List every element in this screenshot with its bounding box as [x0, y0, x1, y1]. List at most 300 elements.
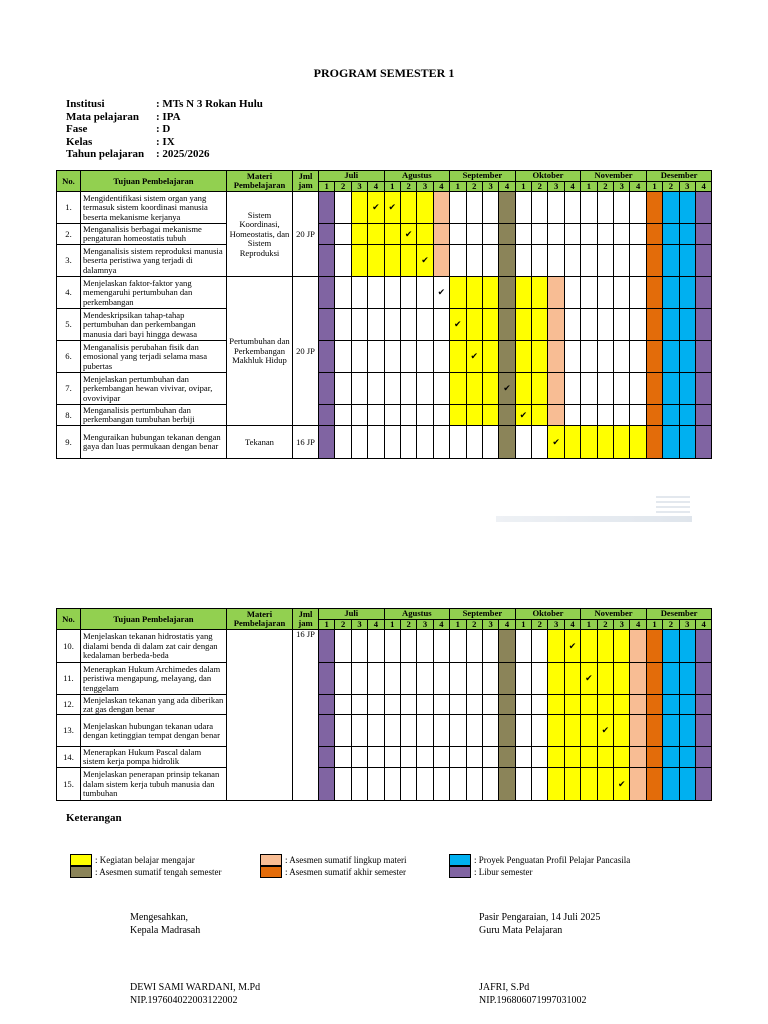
table-row	[57, 309, 712, 341]
week-cell	[335, 663, 351, 695]
week-cell	[368, 630, 384, 663]
week-header: 4	[368, 182, 384, 192]
week-cell	[335, 309, 351, 341]
week-header: 1	[646, 620, 662, 630]
week-cell	[335, 341, 351, 373]
week-cell	[450, 277, 466, 309]
week-cell	[532, 663, 548, 695]
info-value: : MTs N 3 Rokan Hulu	[156, 98, 263, 110]
week-cell	[646, 341, 662, 373]
week-cell	[466, 715, 482, 747]
week-cell	[695, 768, 711, 801]
legend-swatch	[449, 866, 471, 878]
legend-label: : Asesmen sumatif akhir semester	[285, 867, 406, 877]
week-cell	[614, 747, 630, 768]
check-mark: ✔	[597, 715, 613, 747]
watermark-footer	[496, 516, 692, 522]
col-header-materi: Materi Pembelajaran	[227, 171, 293, 192]
week-cell	[515, 277, 531, 309]
legend-label: : Proyek Penguatan Profil Pelajar Pancasila	[474, 855, 631, 865]
check-mark: ✔	[450, 309, 466, 341]
week-cell	[581, 192, 597, 224]
week-cell	[400, 245, 416, 277]
row-number: 8.	[57, 405, 81, 426]
week-cell	[335, 715, 351, 747]
week-cell	[482, 224, 498, 245]
week-cell	[466, 373, 482, 405]
week-cell	[646, 245, 662, 277]
week-header: 4	[499, 620, 515, 630]
week-cell	[319, 341, 335, 373]
week-cell	[499, 695, 515, 715]
week-cell	[630, 224, 646, 245]
week-cell	[548, 341, 564, 373]
info-value: : IPA	[156, 110, 181, 123]
week-cell	[581, 747, 597, 768]
week-cell	[499, 426, 515, 459]
table-row	[57, 630, 712, 663]
week-cell	[679, 245, 695, 277]
week-cell	[564, 192, 580, 224]
week-header: 2	[597, 182, 613, 192]
week-cell	[614, 405, 630, 426]
week-cell	[515, 715, 531, 747]
week-cell	[400, 426, 416, 459]
week-cell	[581, 695, 597, 715]
week-cell	[663, 224, 679, 245]
legend-swatch	[449, 854, 471, 866]
week-cell	[466, 277, 482, 309]
week-cell	[417, 405, 433, 426]
col-header-tp: Tujuan Pembelajaran	[81, 171, 227, 192]
week-cell	[368, 695, 384, 715]
week-cell	[532, 341, 548, 373]
week-cell	[581, 341, 597, 373]
week-cell	[433, 768, 449, 801]
week-cell	[384, 630, 400, 663]
semester-table-1	[56, 170, 712, 459]
week-cell	[646, 224, 662, 245]
signature-right	[479, 912, 600, 1007]
week-cell	[548, 747, 564, 768]
week-cell	[499, 715, 515, 747]
table-row	[57, 768, 712, 801]
week-cell	[614, 192, 630, 224]
week-cell	[499, 245, 515, 277]
week-cell	[564, 373, 580, 405]
week-header: 1	[515, 620, 531, 630]
week-cell	[581, 277, 597, 309]
week-cell	[400, 715, 416, 747]
week-cell	[630, 373, 646, 405]
week-cell	[532, 768, 548, 801]
row-number: 15.	[57, 768, 81, 801]
tujuan-text: Mendeskripsikan tahap-tahap pertumbuhan dan perkembangan manusia dari bayi hingga dewasa	[81, 309, 227, 341]
week-header: 4	[630, 620, 646, 630]
week-cell	[417, 309, 433, 341]
check-mark: ✔	[384, 192, 400, 224]
week-cell	[614, 341, 630, 373]
week-cell	[630, 715, 646, 747]
week-header: 2	[597, 620, 613, 630]
week-cell	[548, 663, 564, 695]
week-cell	[564, 695, 580, 715]
week-cell	[646, 309, 662, 341]
week-cell	[695, 309, 711, 341]
tujuan-text: Mengidentifikasi sistem organ yang termasuk sistem koordinasi manusia beserta mekanisme kerjanya	[81, 192, 227, 224]
week-cell	[663, 715, 679, 747]
week-cell	[630, 192, 646, 224]
week-cell	[450, 426, 466, 459]
week-cell	[597, 192, 613, 224]
week-cell	[384, 426, 400, 459]
week-cell	[417, 663, 433, 695]
week-cell	[663, 277, 679, 309]
week-header: 4	[499, 182, 515, 192]
week-cell	[466, 245, 482, 277]
table-row	[57, 405, 712, 426]
week-cell	[581, 715, 597, 747]
week-header: 2	[335, 182, 351, 192]
week-cell	[695, 695, 711, 715]
check-mark: ✔	[368, 192, 384, 224]
week-cell	[335, 747, 351, 768]
table-row	[57, 695, 712, 715]
week-cell	[450, 224, 466, 245]
week-header: 1	[515, 182, 531, 192]
week-cell	[335, 630, 351, 663]
week-cell	[433, 373, 449, 405]
week-cell	[532, 309, 548, 341]
week-cell	[515, 192, 531, 224]
week-cell	[532, 277, 548, 309]
sig-line: Guru Mata Pelajaran	[479, 924, 563, 936]
week-cell	[482, 663, 498, 695]
week-cell	[597, 224, 613, 245]
week-cell	[564, 341, 580, 373]
table-row	[57, 277, 712, 309]
week-cell	[482, 747, 498, 768]
legend-label: : Asesmen sumatif tengah semester	[95, 867, 222, 877]
week-cell	[532, 715, 548, 747]
week-header: 2	[335, 620, 351, 630]
table-row	[57, 373, 712, 405]
tujuan-text: Menguraikan hubungan tekanan dengan gaya dan luas permukaan dengan benar	[81, 426, 227, 459]
tujuan-text: Menjelaskan pertumbuhan dan perkembangan hewan vivivar, ovipar, ovovivipar	[81, 373, 227, 405]
info-label: Fase	[66, 123, 88, 136]
week-cell	[515, 373, 531, 405]
week-cell	[695, 341, 711, 373]
week-cell	[499, 405, 515, 426]
legend-swatch	[260, 866, 282, 878]
week-cell	[466, 768, 482, 801]
week-cell	[630, 277, 646, 309]
week-cell	[597, 405, 613, 426]
week-cell	[532, 747, 548, 768]
legend-swatch	[70, 866, 92, 878]
week-cell	[335, 192, 351, 224]
week-cell	[663, 341, 679, 373]
week-cell	[368, 224, 384, 245]
week-cell	[417, 373, 433, 405]
week-header: 1	[646, 182, 662, 192]
week-header: 3	[548, 620, 564, 630]
week-cell	[597, 747, 613, 768]
week-cell	[384, 224, 400, 245]
week-cell	[564, 426, 580, 459]
legend-swatch	[70, 854, 92, 866]
week-header: 4	[695, 182, 711, 192]
jml-cell: 20 JP	[293, 277, 319, 426]
week-cell	[351, 277, 367, 309]
week-cell	[351, 405, 367, 426]
week-cell	[368, 747, 384, 768]
week-cell	[646, 277, 662, 309]
week-cell	[400, 695, 416, 715]
week-cell	[384, 277, 400, 309]
tujuan-text: Menganalisis pertumbuhan dan perkembangan tumbuhan berbiji	[81, 405, 227, 426]
week-cell	[319, 192, 335, 224]
week-cell	[515, 309, 531, 341]
week-cell	[319, 277, 335, 309]
week-header: 2	[532, 182, 548, 192]
week-cell	[695, 715, 711, 747]
week-header: 1	[450, 620, 466, 630]
week-cell	[646, 426, 662, 459]
month-header: Juli	[319, 171, 385, 182]
month-header: November	[581, 171, 647, 182]
week-cell	[384, 768, 400, 801]
row-number: 3.	[57, 245, 81, 277]
page-title: PROGRAM SEMESTER 1	[313, 66, 455, 80]
week-cell	[597, 245, 613, 277]
sig-line: Mengesahkan,	[130, 912, 189, 923]
week-cell	[482, 373, 498, 405]
semester-table-2	[56, 608, 712, 801]
week-cell	[548, 309, 564, 341]
week-cell	[319, 245, 335, 277]
week-cell	[450, 405, 466, 426]
week-cell	[417, 630, 433, 663]
week-header: 3	[417, 182, 433, 192]
week-cell	[433, 715, 449, 747]
tujuan-text: Menganalisis perubahan fisik dan emosional yang terjadi selama masa pubertas	[81, 341, 227, 373]
week-cell	[319, 715, 335, 747]
week-cell	[515, 747, 531, 768]
week-cell	[532, 695, 548, 715]
week-cell	[679, 426, 695, 459]
week-cell	[564, 277, 580, 309]
week-cell	[564, 715, 580, 747]
week-cell	[319, 695, 335, 715]
week-cell	[368, 768, 384, 801]
week-cell	[351, 426, 367, 459]
check-mark: ✔	[564, 630, 580, 663]
week-cell	[564, 224, 580, 245]
week-cell	[450, 373, 466, 405]
week-cell	[695, 663, 711, 695]
sig-name: DEWI SAMI WARDANI, M.Pd	[130, 982, 261, 993]
week-cell	[417, 224, 433, 245]
week-cell	[581, 245, 597, 277]
month-header: September	[450, 171, 516, 182]
week-cell	[630, 245, 646, 277]
week-cell	[384, 341, 400, 373]
week-cell	[400, 341, 416, 373]
row-number: 5.	[57, 309, 81, 341]
week-cell	[482, 405, 498, 426]
week-cell	[417, 715, 433, 747]
table-row	[57, 715, 712, 747]
week-cell	[630, 768, 646, 801]
week-cell	[433, 663, 449, 695]
week-cell	[581, 768, 597, 801]
week-header: 1	[319, 182, 335, 192]
week-header: 3	[482, 620, 498, 630]
week-cell	[400, 663, 416, 695]
week-cell	[597, 695, 613, 715]
week-cell	[515, 341, 531, 373]
week-cell	[663, 630, 679, 663]
week-cell	[679, 663, 695, 695]
week-cell	[548, 245, 564, 277]
week-cell	[335, 695, 351, 715]
week-header: 1	[450, 182, 466, 192]
week-cell	[532, 405, 548, 426]
week-cell	[532, 630, 548, 663]
week-cell	[564, 309, 580, 341]
tujuan-text: Menerapkan Hukum Pascal dalam sistem kerja pompa hidrolik	[81, 747, 227, 768]
week-cell	[466, 630, 482, 663]
week-cell	[532, 224, 548, 245]
week-cell	[695, 747, 711, 768]
week-cell	[482, 768, 498, 801]
week-cell	[450, 695, 466, 715]
week-cell	[614, 373, 630, 405]
week-cell	[433, 309, 449, 341]
week-cell	[646, 695, 662, 715]
table-row	[57, 426, 712, 459]
week-cell	[548, 630, 564, 663]
legend-item	[260, 866, 406, 878]
week-cell	[335, 245, 351, 277]
week-cell	[466, 405, 482, 426]
week-cell	[646, 768, 662, 801]
week-cell	[564, 768, 580, 801]
week-header: 4	[368, 620, 384, 630]
week-header: 2	[466, 620, 482, 630]
sig-nip: NIP.196806071997031002	[479, 994, 587, 1006]
tujuan-text: Menjelaskan tekanan yang ada diberikan zat gas dengan benar	[81, 695, 227, 715]
week-cell	[482, 630, 498, 663]
week-cell	[614, 663, 630, 695]
sig-line: Kepala Madrasah	[130, 924, 201, 936]
week-cell	[499, 747, 515, 768]
info-value: : IX	[156, 135, 175, 148]
week-cell	[384, 663, 400, 695]
week-cell	[515, 426, 531, 459]
week-cell	[581, 309, 597, 341]
check-mark: ✔	[515, 405, 531, 426]
week-cell	[581, 224, 597, 245]
row-number: 7.	[57, 373, 81, 405]
month-header: Agustus	[384, 171, 450, 182]
week-header: 2	[400, 182, 416, 192]
row-number: 11.	[57, 663, 81, 695]
week-cell	[351, 715, 367, 747]
week-cell	[679, 309, 695, 341]
col-header-jml: Jml jam	[293, 171, 319, 192]
week-header: 3	[614, 620, 630, 630]
week-cell	[433, 695, 449, 715]
week-header: 1	[319, 620, 335, 630]
week-cell	[663, 405, 679, 426]
week-cell	[597, 630, 613, 663]
week-cell	[630, 341, 646, 373]
legend	[66, 812, 122, 824]
week-cell	[482, 245, 498, 277]
week-cell	[384, 309, 400, 341]
week-cell	[515, 245, 531, 277]
week-header: 3	[548, 182, 564, 192]
info-block	[66, 98, 263, 161]
week-cell	[351, 663, 367, 695]
week-cell	[433, 192, 449, 224]
col-header-no: No.	[57, 171, 81, 192]
week-cell	[450, 715, 466, 747]
week-cell	[679, 747, 695, 768]
legend-item	[260, 854, 406, 866]
week-cell	[548, 768, 564, 801]
week-cell	[564, 405, 580, 426]
row-number: 14.	[57, 747, 81, 768]
week-cell	[466, 224, 482, 245]
week-cell	[351, 695, 367, 715]
info-label: Kelas	[66, 135, 93, 148]
week-cell	[630, 695, 646, 715]
week-cell	[548, 405, 564, 426]
info-value: : 2025/2026	[156, 148, 210, 161]
week-cell	[679, 341, 695, 373]
week-cell	[400, 405, 416, 426]
week-header: 3	[679, 182, 695, 192]
week-cell	[695, 277, 711, 309]
legend-item	[70, 854, 195, 866]
week-cell	[384, 695, 400, 715]
week-cell	[450, 245, 466, 277]
sig-line: Pasir Pengaraian, 14 Juli 2025	[479, 912, 601, 923]
week-cell	[368, 373, 384, 405]
legend-swatch	[260, 854, 282, 866]
week-cell	[400, 192, 416, 224]
week-cell	[581, 426, 597, 459]
week-cell	[597, 768, 613, 801]
week-cell	[597, 373, 613, 405]
table-row	[57, 224, 712, 245]
col-header-jml: Jml jam	[293, 609, 319, 630]
week-cell	[319, 309, 335, 341]
week-cell	[400, 309, 416, 341]
week-cell	[368, 663, 384, 695]
week-cell	[417, 192, 433, 224]
week-cell	[695, 224, 711, 245]
week-cell	[663, 426, 679, 459]
week-cell	[319, 768, 335, 801]
info-value: : D	[156, 123, 171, 136]
week-cell	[433, 224, 449, 245]
week-cell	[646, 630, 662, 663]
week-cell	[597, 663, 613, 695]
